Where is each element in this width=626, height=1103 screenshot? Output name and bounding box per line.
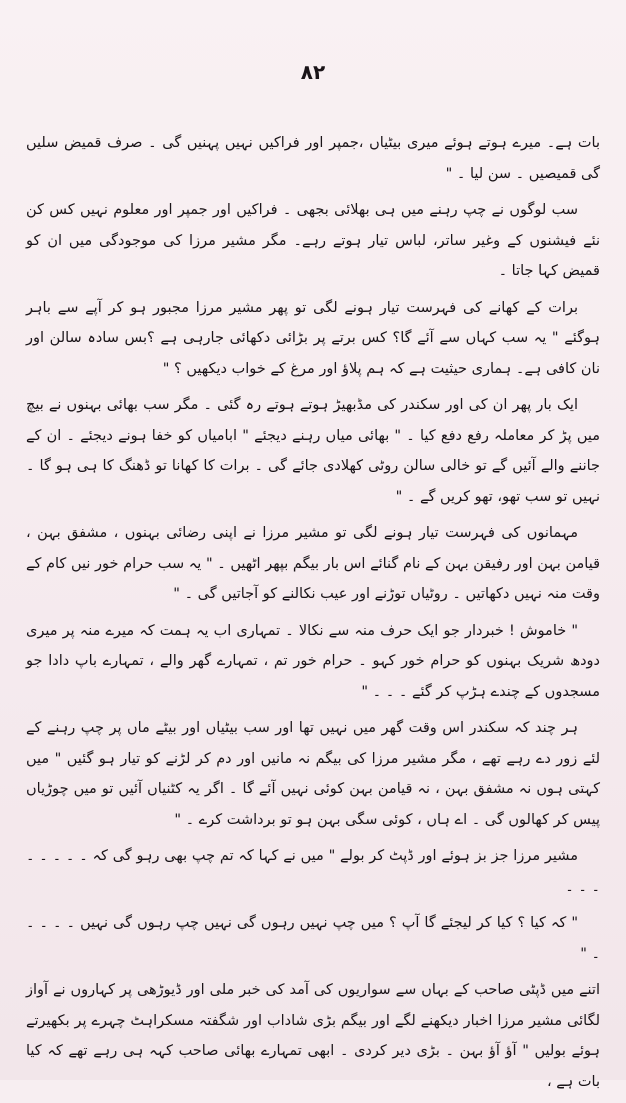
paragraph-3: برات کے کھانے کی فہرست تیار ہونے لگی تو پھر مشیر مرزا مجبور ہو کر آپے سے باہر ہوگئے " یہ سب کہاں سے آئے گا؟ کس برتے پر بڑائی دکھائی جارہی ہے ؟بس سادہ سالن اور نان کافی ہے۔ ہماری حیثیت ہے کہ ہم پلاؤ اور مرغ کے خواب دیکھیں ؟ " (26, 299, 600, 377)
paragraph-6: " خاموش ! خبردار جو ایک حرف منہ سے نکالا ۔ تمہاری اب یہ ہمت کہ میرے منہ پر میری دودھ شریک بہنوں کو حرام خور کہو ۔ حرام خور تم ، تمہارے گھر والے ، تمہارے باپ دادا جو مسجدوں کے چندے ہڑپ کر گئے ۔ ۔ ۔ " (26, 622, 600, 700)
page-number: ۸۲ (300, 60, 326, 84)
paragraph-9: " کہ کیا ؟ کیا کر لیجئے گا آپ ؟ میں چپ نہیں رہوں گی نہیں چپ رہوں گی نہیں ۔ ۔ ۔ ۔ ۔ " (26, 915, 600, 962)
paragraph-8: مشیر مرزا جز بز ہوئے اور ڈپٹ کر بولے " میں نے کہا کہ تم چپ بھی رہو گی کہ ۔ ۔ ۔ ۔ ۔ ۔ ۔ ۔ (26, 848, 600, 895)
paragraph-7: ہر چند کہ سکندر اس وقت گھر میں نہیں تھا اور سب بیٹیاں اور بیٹے ماں پر چپ رہنے کے لئے زور دے رہے تھے ، مگر مشیر مرزا کی بیگم نہ مانیں اور دم کر لڑنے کو تیار ہو گئیں " میں کہتی ہوں نہ مشفق بہن ، نہ قیامن بہن کوئی نہیں آئے گا ۔ اگر یہ کٹنیاں آئیں تو میں چوڑیاں پیس کر کھالوں گی ۔ اے ہاں ، کوئی سگی بہن ہو تو برداشت کرے ۔ " (26, 720, 600, 828)
paragraph-1: بات ہے۔ میرے ہوتے ہوئے میری بیٹیاں ،جمپر اور فراکیں نہیں پہنیں گی ۔ صرف قمیض سلیں گی قمیصیں ۔ سن لیا ۔ " (26, 135, 600, 182)
paragraph-4: ایک بار پھر ان کی اور سکندر کی مڈبھیڑ ہوتے ہوتے رہ گئی ۔ مگر سب بھائی بہنوں نے بیچ میں پڑ کر معاملہ رفع دفع کیا ۔ " بھائی میاں رہنے دیجئے " ابامیاں کو خفا ہونے دیجئے ۔ ان کے جاننے والے آئیں گے تو خالی سالن روٹی کھلادی جائے گی ۔ برات کا کھانا تو ڈھنگ کا ہی ہو گا ۔ نہیں تو سب تھو، تھو کریں گے ۔ " (26, 397, 600, 505)
paragraph-10: اتنے میں ڈپٹی صاحب کے بہاں سے سواریوں کی آمد کی خبر ملی اور ڈیوڑھی پر کہاروں نے آواز لگائی مشیر مرزا اخبار دیکھنے لگے اور بیگم بڑی شاداب اور شگفتہ مسکراہٹ چہرے پر بکھیرتے ہوئے بولیں " آؤ آؤ بہن ۔ بڑی دیر کردی ۔ ابھی تمہارے بھائی صاحب کہہ ہی رہے تھے کہ کیا بات ہے ، (26, 982, 600, 1090)
page-text (26, 128, 600, 1103)
paragraph-2: سب لوگوں نے چپ رہنے میں ہی بھلائی بجھی ۔ فراکیں اور جمپر اور معلوم نہیں کس کن نئے فیشنوں کے وغیر ساتر، لباس تیار ہوتے رہے۔ مگر مشیر مرزا کی موجودگی میں ان کو قمیض کہا جاتا ۔ (26, 202, 600, 279)
paragraph-5: مہمانوں کی فہرست تیار ہونے لگی تو مشیر مرزا نے اپنی رضائی بہنوں ، مشفق بہن ، قیامن بہن اور رفیقن بہن کے نام گنائے اس بار بیگم بپھر اٹھیں ۔ " یہ سب حرام خور نیں کام کے وقت منہ نہیں دکھاتیں ۔ روٹیاں توڑنے اور عیب نکالنے کو آجاتیں گی ۔ " (26, 525, 600, 602)
